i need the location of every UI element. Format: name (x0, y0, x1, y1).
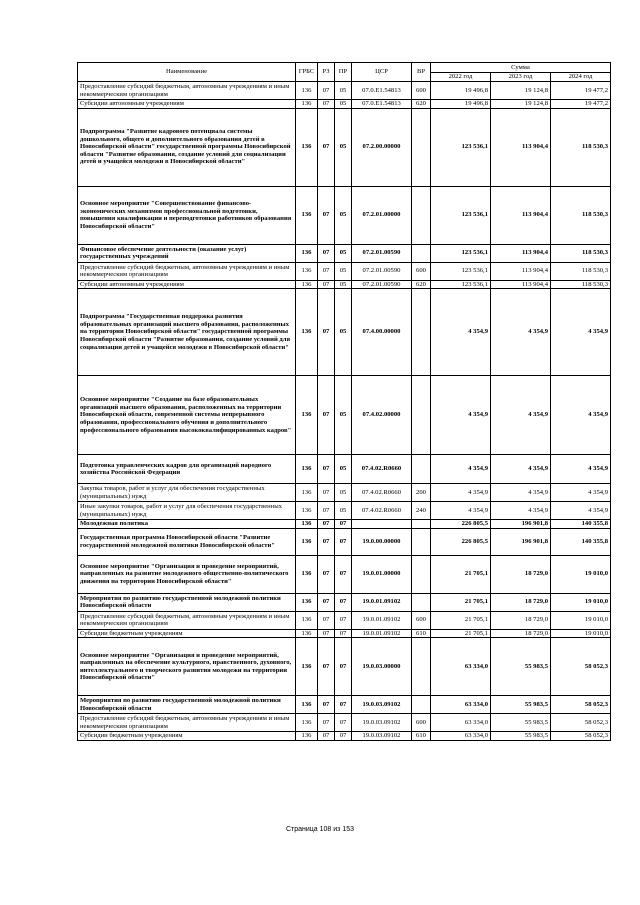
cell-2023: 196 901,8 (491, 520, 551, 529)
cell-grbs: 136 (296, 638, 318, 696)
cell-grbs: 136 (296, 186, 318, 244)
cell-csr: 07.4.02.R0660 (352, 484, 412, 502)
cell-2023: 196 901,8 (491, 528, 551, 555)
cell-2022: 63 334,0 (431, 638, 491, 696)
cell-csr: 07.0.E1.54813 (352, 100, 412, 109)
cell-grbs: 136 (296, 100, 318, 109)
header-sum: Сумма (431, 63, 611, 73)
cell-name: Основное мероприятие "Совершенствование финансово-экономических механизмов профессиональной подготовки, повышения квалификации и переподготовки работников образования Новосибирской области" (78, 186, 296, 244)
cell-2022: 123 536,1 (431, 244, 491, 262)
table-row (78, 714, 611, 732)
cell-2023: 4 354,9 (491, 455, 551, 484)
cell-rz: 07 (318, 593, 335, 611)
cell-rz: 07 (318, 555, 335, 593)
cell-rz: 07 (318, 484, 335, 502)
cell-rz: 07 (318, 108, 335, 186)
cell-name: Подпрограмма "Развитие кадрового потенциала системы дошкольного, общего и дополнительного образования детей в Новосибирской области" государственной программы Новосибирской области "Развитие образования, создание условий для социализации детей и учащейся молодежи в Новосибирской области" (78, 108, 296, 186)
cell-name: Предоставление субсидий бюджетным, автономным учреждениям и иным некоммерческим организациям (78, 714, 296, 732)
header-year-2023: 2023 год (491, 73, 551, 82)
cell-name: Подпрограмма "Государственная поддержка развития образовательных организаций высшего образования, расположенных на территории Новосибирской области" государственной программы Новосибирской области "Развитие образования, создание условий для социализации детей и учащейся молодежи в Новосибирской области" (78, 289, 296, 376)
cell-grbs: 136 (296, 732, 318, 741)
cell-rz: 07 (318, 244, 335, 262)
table-row (78, 732, 611, 741)
cell-pr: 05 (335, 82, 352, 100)
cell-2024: 118 530,3 (551, 186, 611, 244)
cell-grbs: 136 (296, 696, 318, 714)
cell-2022: 226 805,5 (431, 520, 491, 529)
header-rz: РЗ (318, 63, 335, 82)
header-year-2024: 2024 год (551, 73, 611, 82)
table-row (78, 376, 611, 455)
cell-pr: 05 (335, 100, 352, 109)
cell-2024: 4 354,9 (551, 289, 611, 376)
cell-2024: 19 010,0 (551, 555, 611, 593)
cell-2023: 113 904,4 (491, 244, 551, 262)
cell-2022: 21 705,1 (431, 593, 491, 611)
cell-pr: 05 (335, 376, 352, 455)
cell-csr: 19.0.01.09102 (352, 593, 412, 611)
table-row (78, 455, 611, 484)
table-row (78, 696, 611, 714)
cell-2023: 18 729,0 (491, 555, 551, 593)
cell-2023: 4 354,9 (491, 376, 551, 455)
cell-pr: 07 (335, 520, 352, 529)
cell-2023: 4 354,9 (491, 484, 551, 502)
cell-rz: 07 (318, 100, 335, 109)
cell-pr: 07 (335, 714, 352, 732)
cell-2022: 123 536,1 (431, 108, 491, 186)
table-row (78, 528, 611, 555)
cell-rz: 07 (318, 611, 335, 629)
cell-grbs: 136 (296, 714, 318, 732)
cell-pr: 05 (335, 484, 352, 502)
cell-pr: 07 (335, 732, 352, 741)
cell-vr: 620 (412, 280, 431, 289)
cell-2023: 113 904,4 (491, 262, 551, 280)
header-year-2022: 2022 год (431, 73, 491, 82)
cell-2024: 4 354,9 (551, 484, 611, 502)
cell-2022: 4 354,9 (431, 376, 491, 455)
cell-rz: 07 (318, 376, 335, 455)
cell-2022: 4 354,9 (431, 502, 491, 520)
cell-2023: 18 729,0 (491, 593, 551, 611)
cell-name: Основное мероприятие "Организация и проведение мероприятий, направленных на развитие молодежного общественно-политического движения на территории Новосибирской области" (78, 555, 296, 593)
table-row (78, 280, 611, 289)
cell-name: Мероприятия по развитию государственной молодежной политики Новосибирской области (78, 696, 296, 714)
cell-pr: 07 (335, 555, 352, 593)
cell-name: Основное мероприятие "Организация и проведение мероприятий, направленных на обеспечение культурного, нравственного, духовного, интеллектуального и творческого развития молодежи на территории Новосибирской области" (78, 638, 296, 696)
cell-2022: 123 536,1 (431, 186, 491, 244)
header-csr: ЦСР (352, 63, 412, 82)
table-row (78, 108, 611, 186)
cell-pr: 05 (335, 108, 352, 186)
cell-grbs: 136 (296, 484, 318, 502)
cell-name: Основное мероприятие "Создание на базе образовательных организаций высшего образования, расположенных на территории Новосибирской области, современной системы непрерывного образования, профессионального обучения и дополнительного профессионального образования высококвалифицированных кадров" (78, 376, 296, 455)
cell-csr (352, 520, 412, 529)
cell-pr: 07 (335, 696, 352, 714)
cell-vr (412, 696, 431, 714)
cell-2023: 55 983,5 (491, 696, 551, 714)
cell-vr: 600 (412, 714, 431, 732)
cell-pr: 05 (335, 502, 352, 520)
cell-2024: 4 354,9 (551, 455, 611, 484)
cell-csr: 19.0.01.09102 (352, 611, 412, 629)
cell-pr: 07 (335, 593, 352, 611)
cell-2024: 58 052,3 (551, 696, 611, 714)
cell-vr (412, 593, 431, 611)
cell-vr (412, 289, 431, 376)
cell-2022: 123 536,1 (431, 280, 491, 289)
table-row (78, 100, 611, 109)
cell-grbs: 136 (296, 280, 318, 289)
cell-name: Закупка товаров, работ и услуг для обеспечения государственных (муниципальных) нужд (78, 484, 296, 502)
cell-2023: 19 124,8 (491, 82, 551, 100)
cell-2023: 4 354,9 (491, 289, 551, 376)
table-row (78, 638, 611, 696)
cell-rz: 07 (318, 502, 335, 520)
table-row (78, 629, 611, 638)
cell-2022: 63 334,0 (431, 732, 491, 741)
cell-vr: 200 (412, 484, 431, 502)
cell-name: Предоставление субсидий бюджетным, автономным учреждениям и иным некоммерческим организациям (78, 262, 296, 280)
cell-rz: 07 (318, 280, 335, 289)
cell-2024: 118 530,3 (551, 280, 611, 289)
cell-2024: 4 354,9 (551, 502, 611, 520)
cell-pr: 05 (335, 244, 352, 262)
cell-rz: 07 (318, 520, 335, 529)
cell-2023: 18 729,0 (491, 611, 551, 629)
cell-vr: 610 (412, 732, 431, 741)
cell-vr (412, 528, 431, 555)
cell-vr (412, 244, 431, 262)
cell-grbs: 136 (296, 528, 318, 555)
header-pr: ПР (335, 63, 352, 82)
cell-rz: 07 (318, 732, 335, 741)
cell-csr: 07.0.E1.54813 (352, 82, 412, 100)
cell-name: Предоставление субсидий бюджетным, автономным учреждениям и иным некоммерческим организациям (78, 82, 296, 100)
cell-pr: 05 (335, 186, 352, 244)
cell-2024: 19 477,2 (551, 82, 611, 100)
cell-2024: 58 052,3 (551, 638, 611, 696)
cell-vr (412, 520, 431, 529)
cell-2023: 4 354,9 (491, 502, 551, 520)
cell-vr: 600 (412, 611, 431, 629)
cell-name: Субсидии автономным учреждениям (78, 100, 296, 109)
cell-name: Предоставление субсидий бюджетным, автономным учреждениям и иным некоммерческим организациям (78, 611, 296, 629)
table-row (78, 262, 611, 280)
table-header (78, 63, 611, 82)
cell-grbs: 136 (296, 593, 318, 611)
cell-2024: 118 530,3 (551, 262, 611, 280)
cell-name: Мероприятия по развитию государственной молодежной политики Новосибирской области (78, 593, 296, 611)
cell-name: Молодежная политика (78, 520, 296, 529)
cell-csr: 07.4.02.R0660 (352, 502, 412, 520)
cell-csr: 19.0.01.00000 (352, 555, 412, 593)
table-row (78, 186, 611, 244)
cell-2023: 113 904,4 (491, 280, 551, 289)
table-row (78, 244, 611, 262)
cell-rz: 07 (318, 455, 335, 484)
cell-csr: 07.2.01.00590 (352, 280, 412, 289)
cell-grbs: 136 (296, 376, 318, 455)
table-row (78, 520, 611, 529)
cell-pr: 07 (335, 638, 352, 696)
cell-name: Государственная программа Новосибирской области "Развитие государственной молодежной политики Новосибирской области" (78, 528, 296, 555)
cell-2022: 19 496,8 (431, 82, 491, 100)
cell-name: Субсидии бюджетным учреждениям (78, 629, 296, 638)
cell-2023: 113 904,4 (491, 108, 551, 186)
cell-2022: 19 496,8 (431, 100, 491, 109)
cell-2023: 18 729,0 (491, 629, 551, 638)
table-row (78, 82, 611, 100)
cell-2023: 113 904,4 (491, 186, 551, 244)
cell-2022: 63 334,0 (431, 714, 491, 732)
cell-2023: 55 983,5 (491, 732, 551, 741)
cell-csr: 07.2.01.00000 (352, 186, 412, 244)
cell-2024: 19 010,0 (551, 629, 611, 638)
table-row (78, 593, 611, 611)
cell-rz: 07 (318, 262, 335, 280)
cell-2023: 55 983,5 (491, 714, 551, 732)
cell-grbs: 136 (296, 611, 318, 629)
cell-2024: 140 355,8 (551, 528, 611, 555)
cell-2024: 19 477,2 (551, 100, 611, 109)
cell-vr: 600 (412, 262, 431, 280)
cell-2024: 4 354,9 (551, 376, 611, 455)
cell-2022: 63 334,0 (431, 696, 491, 714)
table-row (78, 484, 611, 502)
cell-2022: 4 354,9 (431, 289, 491, 376)
page-footer: Страница 108 из 153 (285, 826, 355, 833)
cell-vr (412, 638, 431, 696)
cell-grbs: 136 (296, 82, 318, 100)
cell-grbs: 136 (296, 262, 318, 280)
cell-2024: 19 010,0 (551, 611, 611, 629)
cell-grbs: 136 (296, 244, 318, 262)
cell-csr: 07.4.00.00000 (352, 289, 412, 376)
cell-2024: 140 355,8 (551, 520, 611, 529)
cell-2022: 21 705,1 (431, 629, 491, 638)
cell-pr: 05 (335, 280, 352, 289)
header-name: Наименование (78, 63, 296, 82)
cell-rz: 07 (318, 638, 335, 696)
cell-csr: 07.2.01.00590 (352, 244, 412, 262)
cell-rz: 07 (318, 714, 335, 732)
cell-rz: 07 (318, 186, 335, 244)
header-vr: ВР (412, 63, 431, 82)
cell-vr (412, 186, 431, 244)
cell-pr: 05 (335, 289, 352, 376)
header-grbs: ГРБС (296, 63, 318, 82)
cell-csr: 19.0.03.09102 (352, 714, 412, 732)
cell-2022: 226 805,5 (431, 528, 491, 555)
cell-2022: 123 536,1 (431, 262, 491, 280)
cell-grbs: 136 (296, 502, 318, 520)
cell-csr: 19.0.03.09102 (352, 732, 412, 741)
cell-2023: 19 124,8 (491, 100, 551, 109)
cell-csr: 19.0.03.00000 (352, 638, 412, 696)
cell-name: Субсидии автономным учреждениям (78, 280, 296, 289)
cell-csr: 19.0.03.09102 (352, 696, 412, 714)
cell-grbs: 136 (296, 455, 318, 484)
cell-grbs: 136 (296, 555, 318, 593)
cell-vr (412, 555, 431, 593)
table-row (78, 502, 611, 520)
cell-csr: 07.4.02.00000 (352, 376, 412, 455)
cell-rz: 07 (318, 289, 335, 376)
cell-vr: 600 (412, 82, 431, 100)
cell-2024: 19 010,0 (551, 593, 611, 611)
budget-table (77, 62, 611, 741)
cell-grbs: 136 (296, 289, 318, 376)
cell-2024: 118 530,3 (551, 244, 611, 262)
cell-2022: 21 705,1 (431, 611, 491, 629)
cell-pr: 05 (335, 262, 352, 280)
cell-name: Финансовое обеспечение деятельности (оказание услуг) государственных учреждений (78, 244, 296, 262)
cell-pr: 07 (335, 528, 352, 555)
cell-rz: 07 (318, 82, 335, 100)
table-body (78, 82, 611, 741)
cell-csr: 07.2.00.00000 (352, 108, 412, 186)
cell-2024: 58 052,3 (551, 714, 611, 732)
cell-csr: 07.2.01.00590 (352, 262, 412, 280)
table-row (78, 289, 611, 376)
cell-name: Субсидии бюджетным учреждениям (78, 732, 296, 741)
cell-name: Подготовка управленческих кадров для организаций народного хозяйства Российской Федерации (78, 455, 296, 484)
cell-vr (412, 376, 431, 455)
cell-2022: 4 354,9 (431, 455, 491, 484)
cell-rz: 07 (318, 629, 335, 638)
table-row (78, 555, 611, 593)
cell-2022: 21 705,1 (431, 555, 491, 593)
cell-csr: 07.4.02.R0660 (352, 455, 412, 484)
cell-grbs: 136 (296, 108, 318, 186)
cell-2024: 58 052,3 (551, 732, 611, 741)
cell-grbs: 136 (296, 520, 318, 529)
cell-csr: 19.0.00.00000 (352, 528, 412, 555)
cell-2024: 118 530,3 (551, 108, 611, 186)
cell-pr: 07 (335, 629, 352, 638)
table-row (78, 611, 611, 629)
cell-pr: 05 (335, 455, 352, 484)
cell-rz: 07 (318, 528, 335, 555)
cell-rz: 07 (318, 696, 335, 714)
cell-vr: 620 (412, 100, 431, 109)
cell-name: Иные закупки товаров, работ и услуг для обеспечения государственных (муниципальных) нужд (78, 502, 296, 520)
cell-grbs: 136 (296, 629, 318, 638)
cell-csr: 19.0.01.09102 (352, 629, 412, 638)
cell-2022: 4 354,9 (431, 484, 491, 502)
cell-2023: 55 983,5 (491, 638, 551, 696)
cell-vr (412, 455, 431, 484)
cell-vr (412, 108, 431, 186)
cell-vr: 240 (412, 502, 431, 520)
cell-pr: 07 (335, 611, 352, 629)
cell-vr: 610 (412, 629, 431, 638)
